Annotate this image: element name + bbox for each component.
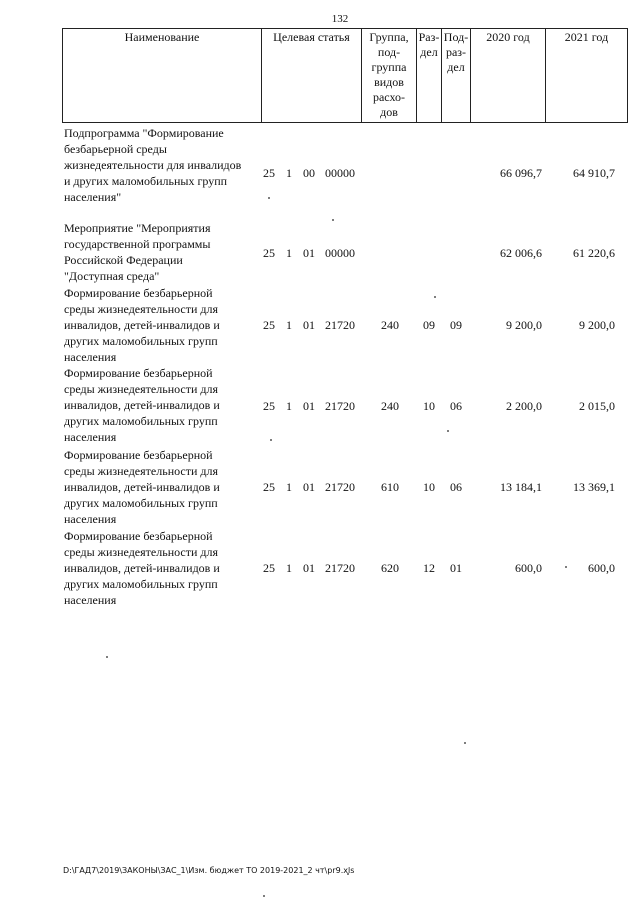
header-group: Группа, под- группа видов расхо- дов <box>369 30 409 119</box>
target-code-3: 01 <box>303 399 315 413</box>
row-name: Формирование безбарьерной среды жизнедеятельности для инвалидов, детей-инвалидов и других маломобильных групп населения <box>64 529 220 607</box>
scan-speck <box>565 566 567 568</box>
file-path-footer: D:\ГАД7\2019\ЗАКОНЫ\ЗАС_1\Изм. бюджет ТО 2019-2021_2 чт\pr9.xls <box>63 866 355 875</box>
target-code-2: 1 <box>286 480 292 494</box>
target-code-1: 25 <box>263 480 275 494</box>
target-code-1: 25 <box>263 318 275 332</box>
scan-speck <box>106 656 108 658</box>
header-name: Наименование <box>124 30 200 44</box>
target-code-4: 00000 <box>325 166 355 180</box>
scan-speck <box>332 219 334 221</box>
row-name: Мероприятие "Мероприятия государственной программы Российской Федерации "Доступная среда" <box>64 221 211 283</box>
target-code-2: 1 <box>286 318 292 332</box>
value-2021: 9 200,0 <box>579 318 615 332</box>
section-code: 09 <box>423 318 435 332</box>
value-2021: 64 910,7 <box>573 166 615 180</box>
target-code-2: 1 <box>286 561 292 575</box>
header-2020: 2020 год <box>486 30 530 44</box>
scan-speck <box>263 895 265 897</box>
value-2020: 600,0 <box>515 561 542 575</box>
target-code-3: 01 <box>303 561 315 575</box>
target-code-3: 00 <box>303 166 315 180</box>
section-code: 10 <box>423 399 435 413</box>
header-subsection: Под- раз- дел <box>443 30 469 74</box>
value-2021: 61 220,6 <box>573 246 615 260</box>
value-2020: 66 096,7 <box>500 166 542 180</box>
section-code: 10 <box>423 480 435 494</box>
target-code-4: 21720 <box>325 561 355 575</box>
target-code-3: 01 <box>303 480 315 494</box>
group-code: 240 <box>381 318 399 332</box>
target-code-1: 25 <box>263 246 275 260</box>
group-code: 240 <box>381 399 399 413</box>
subsection-code: 09 <box>450 318 462 332</box>
target-code-2: 1 <box>286 166 292 180</box>
value-2021: 600,0 <box>588 561 615 575</box>
scan-speck <box>268 197 270 199</box>
target-code-1: 25 <box>263 166 275 180</box>
value-2020: 13 184,1 <box>500 480 542 494</box>
scan-speck <box>434 296 436 298</box>
header-divider <box>627 28 628 123</box>
section-code: 12 <box>423 561 435 575</box>
group-code: 610 <box>381 480 399 494</box>
page-number: 132 <box>331 13 349 25</box>
header-top-border <box>62 28 628 29</box>
row-name: Формирование безбарьерной среды жизнедеятельности для инвалидов, детей-инвалидов и других маломобильных групп населения <box>64 448 220 526</box>
target-code-4: 21720 <box>325 318 355 332</box>
value-2021: 13 369,1 <box>573 480 615 494</box>
subsection-code: 06 <box>450 399 462 413</box>
target-code-4: 21720 <box>325 480 355 494</box>
target-code-2: 1 <box>286 399 292 413</box>
target-code-1: 25 <box>263 399 275 413</box>
row-name: Формирование безбарьерной среды жизнедеятельности для инвалидов, детей-инвалидов и других маломобильных групп населения <box>64 366 220 444</box>
row-name: Подпрограмма "Формирование безбарьерной среды жизнедеятельности для инвалидов и других маломобильных групп населения" <box>64 126 242 204</box>
group-code: 620 <box>381 561 399 575</box>
value-2020: 9 200,0 <box>506 318 542 332</box>
subsection-code: 01 <box>450 561 462 575</box>
value-2020: 62 006,6 <box>500 246 542 260</box>
target-code-4: 21720 <box>325 399 355 413</box>
value-2021: 2 015,0 <box>579 399 615 413</box>
header-bottom-border <box>62 122 628 123</box>
header-2021: 2021 год <box>564 30 609 44</box>
header-section: Раз- дел <box>418 30 440 59</box>
target-code-3: 01 <box>303 246 315 260</box>
target-code-3: 01 <box>303 318 315 332</box>
row-name: Формирование безбарьерной среды жизнедеятельности для инвалидов, детей-инвалидов и других маломобильных групп населения <box>64 286 220 364</box>
target-code-1: 25 <box>263 561 275 575</box>
scan-speck <box>447 430 449 432</box>
subsection-code: 06 <box>450 480 462 494</box>
scan-speck <box>464 742 466 744</box>
header-target: Целевая статья <box>273 30 350 44</box>
scan-speck <box>270 439 272 441</box>
target-code-4: 00000 <box>325 246 355 260</box>
value-2020: 2 200,0 <box>506 399 542 413</box>
target-code-2: 1 <box>286 246 292 260</box>
